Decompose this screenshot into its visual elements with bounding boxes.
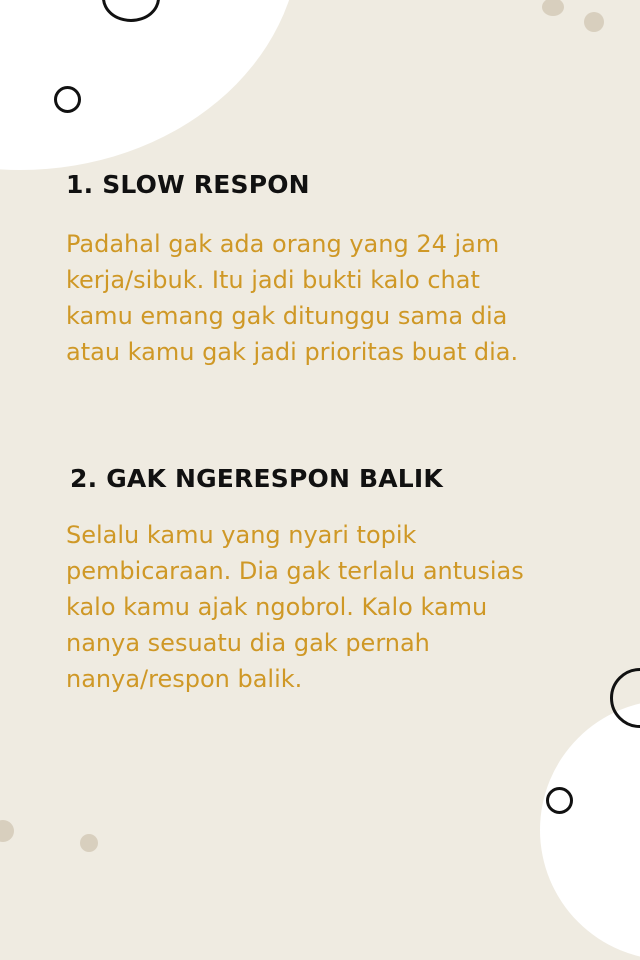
section-2-body: Selalu kamu yang nyari topik pembicaraan. Dia gak terlalu antusias kalo kamu ajak ngobrol. Kalo kamu nanya sesuatu dia gak pernah nanya/respon balik. [66, 521, 524, 693]
section-1-heading: 1. SLOW RESPON [66, 170, 310, 199]
decorative-dot-top-1 [542, 0, 564, 16]
decorative-blob-bottom-right [540, 700, 640, 960]
decorative-ring-small-bottom [546, 787, 573, 814]
decorative-dot-top-2 [584, 12, 604, 32]
decorative-dot-bottom-2 [80, 834, 98, 852]
decorative-dot-bottom-1 [0, 820, 14, 842]
decorative-ring-small-left [54, 86, 81, 113]
decorative-blob-top-left [0, 0, 300, 170]
section-1-body: Padahal gak ada orang yang 24 jam kerja/sibuk. Itu jadi bukti kalo chat kamu emang gak ditunggu sama dia atau kamu gak jadi prioritas buat dia. [66, 230, 519, 366]
section-2-heading: 2. GAK NGERESPON BALIK [70, 464, 444, 493]
